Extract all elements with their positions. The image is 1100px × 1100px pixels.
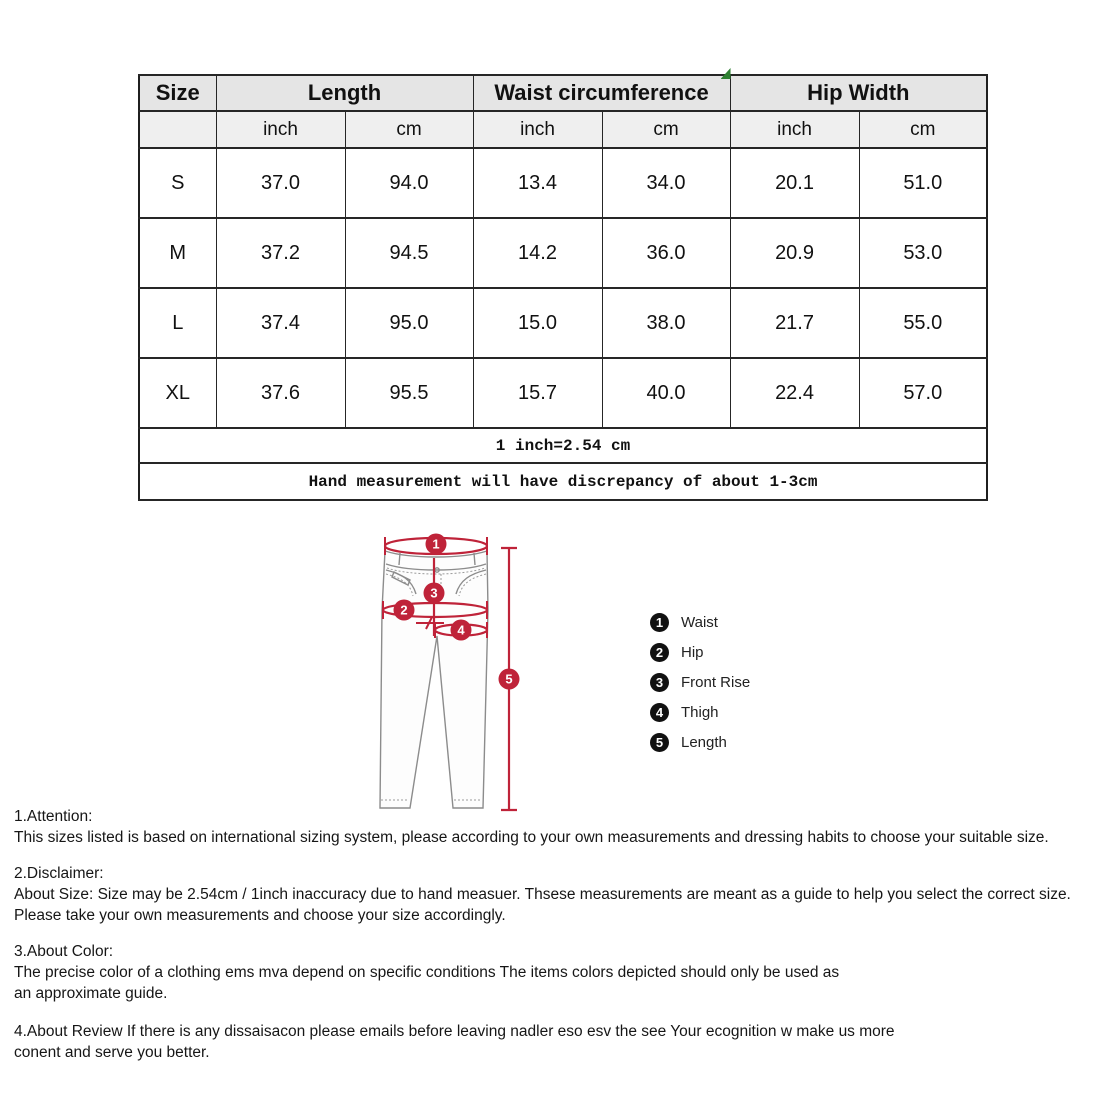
legend-item-waist bbox=[650, 607, 750, 637]
table-row-l bbox=[139, 288, 987, 358]
unit-waist-cm: cm bbox=[602, 111, 730, 148]
cell-value: 20.1 bbox=[730, 148, 859, 218]
cell-value: 53.0 bbox=[859, 218, 987, 288]
legend-label: Thigh bbox=[681, 703, 719, 721]
table-unit-row bbox=[139, 111, 987, 148]
cell-value: 55.0 bbox=[859, 288, 987, 358]
cell-value: 15.0 bbox=[473, 288, 602, 358]
note-line: This sizes listed is based on international sizing system, please according to your own measurements and dressing habits to choose your suitable size. bbox=[14, 829, 1049, 846]
unit-empty-cell bbox=[139, 111, 216, 148]
cell-value: 37.6 bbox=[216, 358, 345, 428]
pants-measurement-diagram bbox=[350, 518, 530, 850]
size-label: S bbox=[139, 148, 216, 218]
cell-value: 37.2 bbox=[216, 218, 345, 288]
legend-label: Length bbox=[681, 733, 727, 751]
table-row-s bbox=[139, 148, 987, 218]
table-note-conversion bbox=[139, 428, 987, 463]
note-about-color bbox=[14, 941, 1094, 1004]
cell-value: 57.0 bbox=[859, 358, 987, 428]
marker-length-number: 5 bbox=[505, 671, 513, 687]
legend-item-hip bbox=[650, 637, 750, 667]
note-line: conent and serve you better. bbox=[14, 1044, 210, 1061]
cell-value: 94.0 bbox=[345, 148, 473, 218]
legend-number-2-icon: 2 bbox=[650, 643, 669, 662]
unit-length-inch: inch bbox=[216, 111, 345, 148]
legend-item-front-rise bbox=[650, 667, 750, 697]
note-heading: 3.About Color: bbox=[14, 943, 114, 960]
size-label: L bbox=[139, 288, 216, 358]
note-disclaimer bbox=[14, 863, 1094, 926]
note-line: an approximate guide. bbox=[14, 985, 168, 1002]
unit-length-cm: cm bbox=[345, 111, 473, 148]
measurement-note-text: Hand measurement will have discrepancy of about 1-3cm bbox=[139, 463, 987, 500]
unit-hip-cm: cm bbox=[859, 111, 987, 148]
note-about-review bbox=[14, 1021, 1094, 1063]
note-heading: 2.Disclaimer: bbox=[14, 865, 104, 882]
header-waist-circumference bbox=[473, 75, 730, 111]
legend-label: Hip bbox=[681, 643, 704, 661]
conversion-note-text: 1 inch=2.54 cm bbox=[139, 428, 987, 463]
measurement-legend bbox=[650, 607, 750, 757]
legend-label: Waist bbox=[681, 613, 718, 631]
size-table bbox=[138, 74, 988, 501]
cell-value: 37.0 bbox=[216, 148, 345, 218]
legend-number-5-icon: 5 bbox=[650, 733, 669, 752]
size-table-container bbox=[138, 74, 988, 501]
note-attention bbox=[14, 806, 1094, 848]
cell-value: 94.5 bbox=[345, 218, 473, 288]
cell-value: 38.0 bbox=[602, 288, 730, 358]
cell-value: 15.7 bbox=[473, 358, 602, 428]
cell-value: 51.0 bbox=[859, 148, 987, 218]
header-size: Size bbox=[139, 75, 216, 111]
cell-value: 21.7 bbox=[730, 288, 859, 358]
note-heading: 4.About Review If there is any dissaisacon please emails before leaving nadler eso esv the see Your ecognition w make us more bbox=[14, 1023, 895, 1040]
cell-value: 20.9 bbox=[730, 218, 859, 288]
table-row-xl bbox=[139, 358, 987, 428]
cell-value: 34.0 bbox=[602, 148, 730, 218]
table-header-row bbox=[139, 75, 987, 111]
size-label: XL bbox=[139, 358, 216, 428]
legend-item-length bbox=[650, 727, 750, 757]
table-row-m bbox=[139, 218, 987, 288]
size-label: M bbox=[139, 218, 216, 288]
cell-value: 40.0 bbox=[602, 358, 730, 428]
unit-waist-inch: inch bbox=[473, 111, 602, 148]
note-line: Please take your own measurements and choose your size accordingly. bbox=[14, 907, 506, 924]
marker-front-rise-number: 3 bbox=[430, 585, 438, 601]
legend-number-1-icon: 1 bbox=[650, 613, 669, 632]
header-length: Length bbox=[216, 75, 473, 111]
marker-hip-number: 2 bbox=[400, 602, 408, 618]
notes-section bbox=[14, 806, 1094, 1078]
legend-label: Front Rise bbox=[681, 673, 751, 691]
green-corner-flag-icon bbox=[721, 68, 731, 79]
legend-item-thigh bbox=[650, 697, 750, 727]
legend-number-4-icon: 4 bbox=[650, 703, 669, 722]
cell-value: 37.4 bbox=[216, 288, 345, 358]
unit-hip-inch: inch bbox=[730, 111, 859, 148]
header-hip-width: Hip Width bbox=[730, 75, 987, 111]
cell-value: 95.5 bbox=[345, 358, 473, 428]
note-line: About Size: Size may be 2.54cm / 1inch inaccuracy due to hand measuer. Thsese measurements are meant as a guide to help you select the correct size. bbox=[14, 886, 1071, 903]
header-waist-label: Waist circumference bbox=[494, 80, 709, 105]
cell-value: 13.4 bbox=[473, 148, 602, 218]
cell-value: 14.2 bbox=[473, 218, 602, 288]
marker-waist-number: 1 bbox=[432, 536, 440, 552]
table-note-measurement bbox=[139, 463, 987, 500]
cell-value: 36.0 bbox=[602, 218, 730, 288]
cell-value: 95.0 bbox=[345, 288, 473, 358]
cell-value: 22.4 bbox=[730, 358, 859, 428]
legend-number-3-icon: 3 bbox=[650, 673, 669, 692]
marker-thigh-number: 4 bbox=[457, 622, 465, 638]
note-heading: 1.Attention: bbox=[14, 808, 93, 825]
note-line: The precise color of a clothing ems mva depend on specific conditions The items colors depicted should only be used as bbox=[14, 964, 840, 981]
